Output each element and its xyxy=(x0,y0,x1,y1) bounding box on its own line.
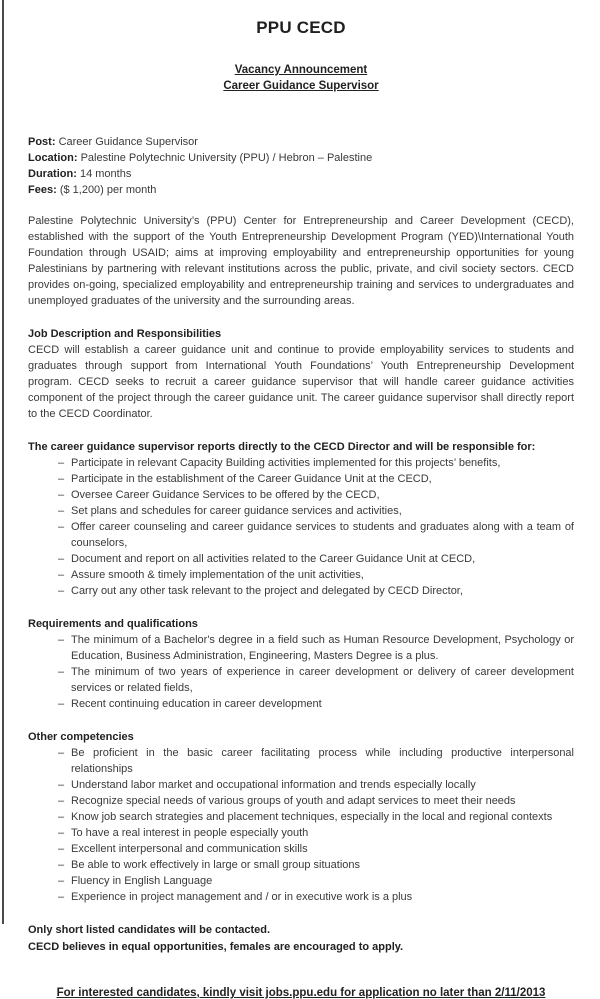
bullet-item: – To have a real interest in people especially youth xyxy=(58,825,574,841)
bullet-item: – Carry out any other task relevant to the project and delegated by CECD Director, xyxy=(58,583,574,599)
bullet-item: – Participate in the establishment of the Career Guidance Unit at the CECD, xyxy=(58,471,574,487)
bullet-item: – Fluency in English Language xyxy=(58,873,574,889)
detail-label: Post: xyxy=(28,136,56,148)
detail-value: 14 months xyxy=(79,168,132,180)
detail-value: Career Guidance Supervisor xyxy=(58,136,198,148)
requirements-list xyxy=(28,632,574,712)
bullet-item: – Be able to work effectively in large or small group situations xyxy=(58,857,574,873)
bullet-item: – Set plans and schedules for career guidance services and activities, xyxy=(58,503,574,519)
bullet-item: – Offer career counseling and career guidance services to students and graduates along with a team of counselors, xyxy=(58,519,574,551)
intro-paragraph: Palestine Polytechnic University’s (PPU) Center for Entrepreneurship and Career Development (CECD), established with the support of the Youth Entrepreneurship Development Program (YED)\International Youth Foundation through USAID; aims at improving employability and entrepreneurship opportunities for young Palestinians by partnering with relevant institutions across the public, private, and civil society sectors. CECD provides on-going, specialized employability and entrepreneurship training and services to undergraduates and unemployed graduates of the university and the surrounding areas. xyxy=(28,215,574,307)
subtitle-vacancy-announcement: Vacancy Announcement xyxy=(234,64,368,76)
bullet-item: – Document and report on all activities related to the Career Guidance Unit at CECD, xyxy=(58,551,574,567)
detail-label: Location: xyxy=(28,152,78,164)
bullet-item: – Experience in project management and / or in executive work is a plus xyxy=(58,889,574,905)
section-paragraph: CECD will establish a career guidance unit and continue to provide employability services to students and graduates through support from International Youth Foundations’ Youth Entrepreneurship Development program. CECD seeks to recruit a career guidance supervisor that will handle career guidance activities component of the project through the career guidance unit. The career guidance supervisor shall directly report to the CECD Coordinator. xyxy=(28,344,574,420)
responsibilities-list xyxy=(28,455,574,599)
bullet-item: – Participate in relevant Capacity Building activities implemented for this projects’ benefits, xyxy=(58,455,574,471)
detail-label: Fees: xyxy=(28,184,57,196)
section-job-description xyxy=(28,326,574,422)
bullet-item: – Be proficient in the basic career facilitating process while including productive interpersonal relationships xyxy=(58,745,574,777)
details-block xyxy=(28,134,574,198)
detail-row-fees xyxy=(28,182,574,198)
competencies-list xyxy=(28,745,574,905)
detail-value: ($ 1,200) per month xyxy=(59,184,157,196)
detail-value: Palestine Polytechnic University (PPU) / Hebron – Palestine xyxy=(80,152,373,164)
bullet-item: – Excellent interpersonal and communication skills xyxy=(58,841,574,857)
bullet-item: – Oversee Career Guidance Services to be offered by the CECD, xyxy=(58,487,574,503)
section-heading: Requirements and qualifications xyxy=(28,618,198,630)
bullet-item: – Assure smooth & timely implementation of the unit activities, xyxy=(58,567,574,583)
footer-note-equal-opportunity: CECD believes in equal opportunities, females are encouraged to apply. xyxy=(28,941,404,953)
detail-label: Duration: xyxy=(28,168,77,180)
subtitle-block xyxy=(28,62,574,94)
bullet-item: – Recognize special needs of various groups of youth and adapt services to meet their needs xyxy=(58,793,574,809)
section-heading: Job Description and Responsibilities xyxy=(28,328,222,340)
section-requirements xyxy=(28,616,574,712)
detail-row-location xyxy=(28,150,574,166)
page-left-border xyxy=(2,0,4,924)
section-heading: Other competencies xyxy=(28,731,134,743)
subtitle-position: Career Guidance Supervisor xyxy=(223,80,379,92)
section-heading: The career guidance supervisor reports directly to the CECD Director and will be responsible for: xyxy=(28,441,536,453)
footer-notes xyxy=(28,922,574,956)
detail-row-post xyxy=(28,134,574,150)
section-other-competencies xyxy=(28,729,574,905)
footer-note-shortlist: Only short listed candidates will be contacted. xyxy=(28,924,271,936)
application-instructions: For interested candidates, kindly visit jobs.ppu.edu for application no later than 2/11/2013 xyxy=(56,987,546,999)
bullet-item: – The minimum of two years of experience in career development or delivery of career development services or related fields, xyxy=(58,664,574,696)
bullet-item: – The minimum of a Bachelor's degree in a field such as Human Resource Development, Psychology or Education, Business Administration, Engineering, Masters Degree is a plus. xyxy=(58,632,574,664)
page-title: PPU CECD xyxy=(256,18,346,37)
bullet-item: – Know job search strategies and placement techniques, especially in the local and regional contexts xyxy=(58,809,574,825)
section-responsibilities xyxy=(28,439,574,599)
detail-row-duration xyxy=(28,166,574,182)
bullet-item: – Recent continuing education in career development xyxy=(58,696,574,712)
bullet-item: – Understand labor market and occupational information and trends especially locally xyxy=(58,777,574,793)
